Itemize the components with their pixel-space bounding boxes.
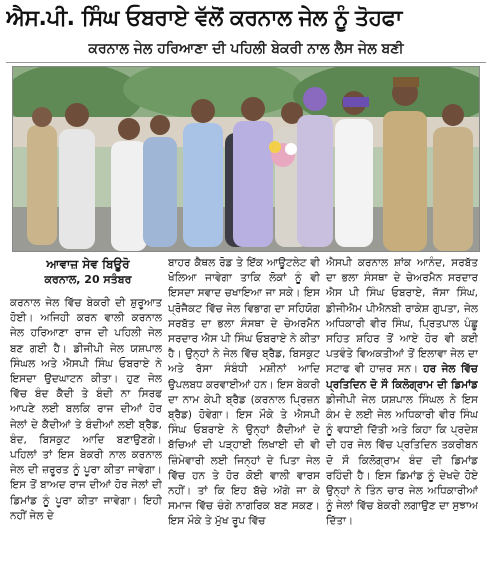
headline: ਐਸ.ਪੀ. ਸਿੰਘ ਓਬਰਾਏ ਵੱਲੋਂ ਕਰਨਾਲ ਜੇਲ ਨੂੰ ਤੋਹਫਾ [6, 6, 402, 31]
news-photo [12, 66, 480, 252]
column-3-subheading: ਹਰ ਜੇਲ ਵਿੱਚ ਪ੍ਰਤਿਦਿਨ ਦੋ ਸੌ ਕਿਲੋਗ੍ਰਾਮ ਦੀ ਡਿਮਾਂਡ [326, 363, 478, 391]
photo-illustration [13, 67, 479, 251]
header-divider [6, 62, 486, 63]
column-1-text: ਕਰਨਾਲ ਜੇਲ ਵਿੱਚ ਬੇਕਰੀ ਦੀ ਸ਼ੁਰੂਆਤ ਹੋਈ। ਅਜਿਹੀ ਕਰਨ ਵਾਲੀ ਕਰਨਾਲ ਜੇਲ ਹਰਿਆਣਾ ਰਾਜ ਦੀ ਪਹਿਲੀ ਜੇਲ ਬਣ ਗਈ ਹੈ। ਡੀਜੀਪੀ ਜੇਲ ਯਸ਼ਪਾਲ ਸਿੰਘਲ ਅਤੇ ਐਸਪੀ ਸਿੰਘ ਓਬਰਾਏ ਨੇ ਇਸਦਾ ਉਦਘਾਟਨ ਕੀਤਾ। ਹੁਣ ਜੇਲ ਵਿੱਚ ਬੰਦ ਕੈਦੀ ਤੇ ਬੰਦੀ ਨਾ ਸਿਰਫ ਆਪਣੇ ਲਈ ਬਲਕਿ ਰਾਜ ਦੀਆਂ ਹੋਰ ਜੇਲਾਂ ਦੇ ਕੈਦੀਆਂ ਤੇ ਬੰਦੀਆਂ ਲਈ ਬ੍ਰੈਡ, ਬੰਦ, ਬਿਸਕੁਟ ਆਦਿ ਬਣਾਉਣਗੇ। ਪਹਿਲਾਂ ਤਾਂ ਇਸ ਬੇਕਰੀ ਨਾਲ ਕਰਨਾਲ ਜੇਲ ਦੀ ਜ਼ਰੂਰਤ ਨੂੰ ਪੂਰਾ ਕੀਤਾ ਜਾਵੇਗਾ। ਇਸ ਤੋਂ ਬਾਅਦ ਰਾਜ ਦੀਆਂ ਹੋਰ ਜੇਲਾਂ ਦੀ ਡਿਮਾਂਡ ਨੂੰ ਪੂਰਾ ਕੀਤਾ ਜਾਵੇਗਾ। ਇਹੀ ਨਹੀਂ ਜੇਲ ਦੇ [10, 297, 162, 522]
column-3-text-a: ਐਸਪੀ ਕਰਨਾਲ ਸ਼ਾਂਕ ਆਨੰਦ, ਸਰਬੱਤ ਦਾ ਭਲਾ ਸੰਸਥਾ ਦੇ ਚੇਅਰਮੈਨ ਸਰਦਾਰ ਐਸ ਪੀ ਸਿੰਘ ਓਬਰਾਏ, ਜੱਸਾ ਸਿੰਘ, ਡੀਜੀਐਮ ਪੀਐਨਬੀ ਰਾਕੇਸ਼ ਗੁਪਤਾ, ਜੇਲ ਅਧਿਕਾਰੀ ਵੀਰ ਸਿੰਘ, ਪ੍ਰਿਤਪਾਲ ਪੰਛੂ ਸਹਿਤ ਸ਼ਹਿਰ ਤੋਂ ਆਏ ਹੋਰ ਵੀ ਕਈ ਪਤਵੰਤੇ ਵਿਅਕਤੀਆਂ ਤੋਂ ਇਲਾਵਾ ਜੇਲ ਦਾ ਸਟਾਫ ਵੀ ਹਾਜ਼ਰ ਸਨ। [326, 257, 478, 376]
byline-block [12, 256, 164, 292]
column-3-text-c: ਡੀਜੀਪੀ ਜੇਲ ਯਸ਼ਪਾਲ ਸਿੰਘਲ ਨੇ ਇਸ ਕੰਮ ਦੇ ਲਈ ਜੇਲ ਅਧਿਕਾਰੀ ਵੀਰ ਸਿੰਘ ਨੂੰ ਵਧਾਈ ਦਿੱਤੀ ਅਤੇ ਕਿਹਾ ਕਿ ਪ੍ਰਦੇਸ਼ ਦੀ ਹਰ ਜੇਲ ਵਿੱਚ ਪ੍ਰਤਿਦਿਨ ਤਕਰੀਬਨ ਦੋ ਸੌ ਕਿਲੋਗ੍ਰਾਮ ਬੰਦ ਦੀ ਡਿਮਾਂਡ ਰਹਿੰਦੀ ਹੈ। ਇਸ ਡਿਮਾਂਡ ਨੂੰ ਦੇਖਦੇ ਹੋਏ ਉਨ੍ਹਾਂ ਨੇ ਤਿੰਨ ਚਾਰ ਜੇਲ ਅਧਿਕਾਰੀਆਂ ਨੂੰ ਜੇਲਾਂ ਵਿੱਚ ਬੇਕਰੀ ਲਗਾਉਣ ਦਾ ਸੁਝਾਅ ਦਿੱਤਾ। [326, 393, 478, 528]
dateline: ਕਰਨਾਲ, 20 ਸਤੰਬਰ [44, 273, 132, 286]
article-column-2 [168, 256, 320, 562]
column-2-text: ਬਾਹਰ ਕੈਥਲ ਰੋਡ ਤੇ ਇੱਕ ਆਊਟਲੇਟ ਵੀ ਖੋਲਿਆ ਜਾਵੇਗਾ ਤਾਕਿ ਲੋਕਾਂ ਨੂੰ ਵੀ ਇਸਦਾ ਸਵਾਦ ਚਖਾਇਆ ਜਾ ਸਕੇ। ਇਸ ਪ੍ਰੋਜੈਕਟ ਵਿੱਚ ਜੇਲ ਵਿਭਾਗ ਦਾ ਸਹਿਯੋਗ ਸਰਬੱਤ ਦਾ ਭਲਾ ਸੰਸਥਾ ਦੇ ਚੇਅਰਮੈਨ ਸਰਦਾਰ ਐਸ ਪੀ ਸਿੰਘ ਓਬਰਾਏ ਨੇ ਕੀਤਾ ਹੈ। ਉਨ੍ਹਾਂ ਨੇ ਜੇਲ ਵਿੱਚ ਬ੍ਰੈਡ, ਬਿਸਕੁਟ ਅਤੇ ਰੱਸਾ ਸੰਬੰਧੀ ਮਸ਼ੀਨਾਂ ਆਦਿ ਉਪਲਬਧ ਕਰਵਾਈਆਂ ਹਨ। ਇਸ ਬੇਕਰੀ ਦਾ ਨਾਮ ਕੇਪੀ ਬ੍ਰੈਡ (ਕਰਨਾਲ ਪ੍ਰਿਜ਼ਨ ਬ੍ਰੈਡ) ਹੋਵੇਗਾ। ਇਸ ਮੌਕੇ ਤੇ ਐਸਪੀ ਸਿੰਘ ਓਬਰਾਏ ਨੇ ਉਨ੍ਹਾਂ ਕੈਦੀਆਂ ਦੇ ਬੱਚਿਆਂ ਦੀ ਪੜ੍ਹਾਈ ਲਿਖਾਈ ਦੀ ਵੀ ਜ਼ਿੰਮੇਵਾਰੀ ਲਈ ਜਿਨ੍ਹਾਂ ਦੇ ਪਿਤਾ ਜੇਲ ਵਿੱਚ ਹਨ ਤੇ ਹੋਰ ਕੋਈ ਵਾਲੀ ਵਾਰਸ ਨਹੀਂ। ਤਾਂ ਕਿ ਇਹ ਬੱਚੇ ਅੱਗੇ ਜਾ ਕੇ ਸਮਾਜ ਵਿੱਚ ਚੰਗੇ ਨਾਗਰਿਕ ਬਣ ਸਕਣ। ਇਸ ਮੌਕੇ ਤੇ ਮੁੱਖ ਰੂਪ ਵਿੱਚ [168, 257, 320, 528]
byline: ਆਵਾਜ਼ ਸੇਵ ਬਿਊਰੋ [46, 257, 130, 271]
subheadline: ਕਰਨਾਲ ਜੇਲ ਹਰਿਆਣਾ ਦੀ ਪਹਿਲੀ ਬੇਕਰੀ ਨਾਲ ਲੈਸ ਜੇਲ ਬਣੀ [88, 41, 404, 57]
article-column-1 [10, 296, 162, 562]
article-column-3 [326, 256, 478, 562]
